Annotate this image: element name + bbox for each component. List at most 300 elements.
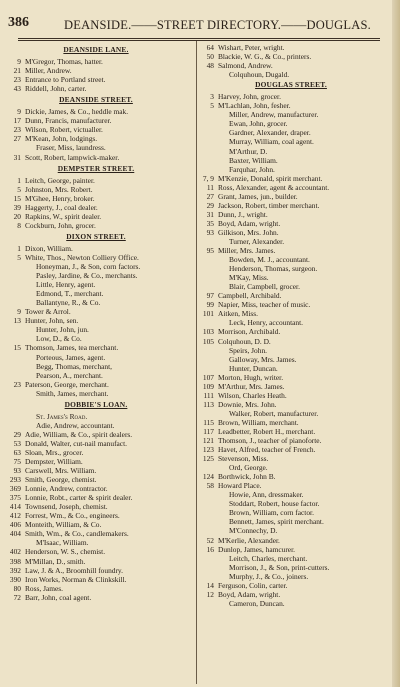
house-number: 5 (17, 252, 21, 262)
resident-name: Baxter, William. (229, 155, 278, 165)
resident-name: Stoddart, Robert, house factor. (229, 499, 320, 509)
house-number: 124 (202, 472, 214, 482)
house-number: 293 (9, 475, 21, 485)
directory-entry (7, 520, 185, 529)
directory-entry (7, 153, 185, 162)
house-number: 404 (9, 529, 21, 539)
directory-entry (200, 590, 382, 599)
house-number: 23 (13, 75, 21, 85)
directory-entry (200, 183, 382, 192)
resident-name: Leck, Henry, accountant. (229, 318, 304, 328)
directory-entry (200, 128, 382, 137)
directory-entry (200, 70, 382, 79)
directory-entry (200, 300, 382, 309)
right-column (200, 43, 382, 608)
resident-name: Howard Place. (218, 481, 262, 491)
resident-name: Colquhoun, D. D. (218, 336, 271, 346)
resident-name: M'Isaac, William. (36, 538, 89, 548)
resident-name: Speirs, John. (229, 345, 267, 355)
directory-entry (200, 210, 382, 219)
house-number: 39 (13, 202, 21, 212)
directory-entry (7, 439, 185, 448)
directory-entry (7, 75, 185, 84)
house-number: 7, 9 (202, 173, 214, 183)
resident-name: M'Arthur, D. (229, 146, 268, 156)
resident-name: Lonnie, Robt., carter & spirit dealer. (25, 493, 133, 503)
directory-entry (200, 599, 382, 608)
column-divider (196, 41, 197, 684)
resident-name: Riddell, John, carter. (25, 84, 87, 94)
directory-entry (200, 364, 382, 373)
house-number: 5 (210, 101, 214, 111)
directory-entry (7, 262, 185, 271)
house-number: 11 (206, 182, 214, 192)
resident-name: Miller, Andrew, manufacturer. (229, 110, 319, 120)
directory-entry (7, 584, 185, 593)
house-number: 93 (13, 466, 21, 476)
directory-entry (200, 554, 382, 563)
resident-name: Smith, Wm., & Co., candlemakers. (25, 529, 129, 539)
directory-entry (200, 246, 382, 255)
house-number: 16 (206, 544, 214, 554)
resident-name: Dunn, J., wright. (218, 209, 268, 219)
resident-name: Monteith, William, & Co. (25, 520, 102, 530)
resident-name: Entrance to Portland street. (25, 75, 106, 85)
resident-name: M'Ghee, Henry, broker. (25, 193, 95, 203)
resident-name: Dickie, James, & Co., heddle mak. (25, 107, 129, 117)
resident-name: M'Connechy, D. (229, 526, 278, 536)
resident-name: Bennett, James, spirit merchant. (229, 517, 324, 527)
house-number: 43 (13, 84, 21, 94)
directory-entry (200, 572, 382, 581)
resident-name: Leitch, George, painter. (25, 175, 95, 185)
header-rule (18, 38, 380, 39)
directory-entry (7, 334, 185, 343)
directory-entry (200, 165, 382, 174)
resident-name: Howie, Ann, dressmaker. (229, 490, 304, 500)
directory-entry (200, 508, 382, 517)
directory-entry (200, 472, 382, 481)
directory-entry (7, 244, 185, 253)
resident-name: Law, J. & A., Broomhill foundry. (25, 565, 123, 575)
resident-name: Cameron, Duncan. (229, 598, 285, 608)
resident-name: Ross, James. (25, 583, 63, 593)
house-number: 1 (17, 175, 21, 185)
house-number: 15 (13, 193, 21, 203)
resident-name: Harvey, John, grocer. (218, 92, 281, 102)
directory-entry (7, 511, 185, 520)
house-number: 93 (206, 227, 214, 237)
directory-entry (200, 273, 382, 282)
house-number: 115 (203, 417, 214, 427)
resident-name: Pasley, Jardine, & Co., merchants. (36, 271, 138, 281)
directory-entry (200, 282, 382, 291)
resident-name: Cockburn, John, grocer. (25, 220, 96, 230)
directory-entry (7, 566, 185, 575)
resident-name: Paterson, George, merchant. (25, 379, 109, 389)
resident-name: Wilson, Charles Heath. (218, 390, 287, 400)
resident-name: Hunter, Duncan. (229, 363, 278, 373)
house-number: 27 (13, 134, 21, 144)
directory-entry (200, 264, 382, 273)
house-number: 390 (9, 574, 21, 584)
resident-name: Boyd, Adam, wright. (218, 589, 281, 599)
directory-entry (200, 436, 382, 445)
house-number: 12 (206, 589, 214, 599)
house-number: 392 (9, 565, 21, 575)
resident-name: Dixon, William. (25, 243, 73, 253)
house-number: 52 (206, 535, 214, 545)
directory-entry (7, 529, 185, 538)
house-number: 50 (206, 52, 214, 62)
house-number: 103 (202, 327, 214, 337)
house-number: 63 (13, 447, 21, 457)
house-number: 23 (13, 379, 21, 389)
directory-entry (200, 192, 382, 201)
directory-entry (200, 536, 382, 545)
resident-name: Haggerty, J., coal dealer. (25, 202, 98, 212)
running-title: DEANSIDE.——STREET DIRECTORY.——DOUGLAS. (64, 18, 371, 32)
directory-entry (200, 346, 382, 355)
directory-entry (200, 391, 382, 400)
house-number: 105 (202, 336, 214, 346)
resident-name: Iron Works, Norman & Clinkskill. (25, 574, 127, 584)
resident-name: Thomson, J., teacher of pianoforte. (218, 436, 322, 446)
resident-name: Sloan, Mrs., grocer. (25, 447, 84, 457)
street-heading: DOUGLAS STREET. (255, 80, 327, 90)
resident-name: Henderson, Thomas, surgeon. (229, 264, 318, 274)
resident-name: Walker, Robert, manufacturer. (229, 408, 319, 418)
directory-entry (200, 318, 382, 327)
house-number: 9 (17, 57, 21, 67)
house-number: 8 (17, 220, 21, 230)
resident-name: Miller, Mrs. James. (218, 246, 276, 256)
resident-name: Scott, Robert, lampwick-maker. (25, 152, 120, 162)
directory-entry (200, 463, 382, 472)
directory-entry (7, 57, 185, 66)
directory-entry (7, 143, 185, 152)
resident-name: Adie, William, & Co., spirit dealers. (25, 429, 133, 439)
directory-entry (200, 400, 382, 409)
directory-entry (7, 593, 185, 602)
house-number: 9 (17, 107, 21, 117)
directory-entry (7, 271, 185, 280)
house-number: 29 (206, 200, 214, 210)
house-number: 117 (203, 426, 214, 436)
directory-entry (200, 581, 382, 590)
resident-name: M'Millan, D., smith. (25, 556, 86, 566)
resident-name: Thomson, James, tea merchant. (25, 343, 119, 353)
street-heading: DEANSIDE STREET. (59, 95, 133, 105)
house-number: 75 (13, 457, 21, 467)
resident-name: Low, D., & Co. (36, 334, 82, 344)
resident-name: Edmond, T., merchant. (36, 289, 104, 299)
resident-name: Henderson, W. S., chemist. (25, 547, 106, 557)
house-number: 369 (9, 484, 21, 494)
directory-entry (7, 343, 185, 352)
directory-entry (7, 538, 185, 547)
resident-name: Honeyman, J., & Son, corn factors. (36, 262, 141, 272)
resident-name: Townsend, Joseph, chemist. (25, 502, 108, 512)
directory-entry (200, 382, 382, 391)
resident-name: Brown, William, corn factor. (229, 508, 314, 518)
directory-entry (200, 499, 382, 508)
resident-name: Murray, William, coal agent. (229, 137, 314, 147)
resident-name: Adie, Andrew, accountant. (36, 420, 115, 430)
resident-name: Tower & Arrol. (25, 307, 71, 317)
page-binding-edge (392, 0, 400, 687)
directory-entry (200, 327, 382, 336)
resident-name: Ewan, John, grocer. (229, 119, 288, 129)
directory-entry (7, 457, 185, 466)
directory-entry (7, 430, 185, 439)
resident-name: Carswell, Mrs. William. (25, 466, 97, 476)
resident-name: Brown, William, merchant. (218, 417, 299, 427)
directory-entry (200, 119, 382, 128)
directory-entry (200, 110, 382, 119)
house-number: 402 (9, 547, 21, 557)
house-number: 375 (9, 493, 21, 503)
directory-entry (7, 547, 185, 556)
directory-entry (200, 201, 382, 210)
resident-name: Hunter, John, sen. (25, 316, 79, 326)
house-number: 125 (202, 454, 214, 464)
resident-name: St. James's Road. (36, 411, 88, 421)
resident-name: M'Gregor, Thomas, hatter. (25, 57, 103, 67)
resident-name: Leitch, Charles, merchant. (229, 553, 308, 563)
header-rule-double (18, 40, 380, 41)
street-heading: DIXON STREET. (66, 231, 126, 241)
house-number: 5 (17, 184, 21, 194)
resident-name: Lonnie, Andrew, contractor. (25, 484, 108, 494)
house-number: 3 (210, 92, 214, 102)
resident-name: Boyd, Adam, wright. (218, 218, 281, 228)
directory-entry (7, 502, 185, 511)
directory-entry (200, 517, 382, 526)
resident-name: Campbell, Archibald. (218, 291, 282, 301)
resident-name: Miller, Andrew. (25, 66, 72, 76)
directory-entry (7, 448, 185, 457)
resident-name: Forrest, Wm., & Co., engineers. (25, 511, 120, 521)
resident-name: M'Lachlan, John, fesher. (218, 101, 291, 111)
directory-entry (7, 371, 185, 380)
directory-entry (7, 203, 185, 212)
resident-name: Grant, James, jun., builder. (218, 191, 298, 201)
resident-name: Blackie, W. G., & Co., printers. (218, 52, 312, 62)
directory-entry (7, 421, 185, 430)
house-number: 31 (13, 152, 21, 162)
directory-entry (7, 66, 185, 75)
house-number: 95 (206, 246, 214, 256)
directory-entry (200, 291, 382, 300)
house-number: 23 (13, 125, 21, 135)
resident-name: M'Kenzie, Donald, spirit merchant. (218, 173, 323, 183)
directory-entry (200, 237, 382, 246)
resident-name: Leadbetter, Robert H., merchant. (218, 426, 316, 436)
directory-entry (7, 194, 185, 203)
resident-name: Gardner, Alexander, draper. (229, 128, 311, 138)
house-number: 99 (206, 300, 214, 310)
house-number: 13 (13, 316, 21, 326)
resident-name: Hunter, John, jun. (36, 325, 89, 335)
resident-name: Borthwick, John B. (218, 472, 276, 482)
directory-entry (7, 362, 185, 371)
resident-name: White, Thos., Newton Colliery Office. (25, 252, 139, 262)
directory-entry (200, 563, 382, 572)
resident-name: Fraser, Miss, laundress. (36, 143, 106, 153)
directory-entry (7, 176, 185, 185)
house-number: 414 (9, 502, 21, 512)
directory-entry (200, 490, 382, 499)
directory-entry (7, 107, 185, 116)
house-number: 27 (206, 191, 214, 201)
resident-name: Porteous, James, agent. (36, 352, 106, 362)
directory-entry (200, 454, 382, 463)
directory-entry (200, 52, 382, 61)
house-number: 398 (9, 556, 21, 566)
directory-entry (7, 475, 185, 484)
house-number: 72 (13, 592, 21, 602)
house-number: 123 (202, 445, 214, 455)
house-number: 53 (13, 438, 21, 448)
house-number: 64 (206, 43, 214, 52)
street-heading: DOBBIE'S LOAN. (64, 399, 128, 409)
resident-name: Dunlop, James, hamcurer. (218, 544, 295, 554)
house-number: 101 (202, 309, 214, 319)
house-number: 109 (202, 381, 214, 391)
resident-name: Pearson, A., merchant. (36, 370, 103, 380)
house-number: 48 (206, 61, 214, 71)
resident-name: Stevenson, Miss. (218, 454, 269, 464)
directory-entry (200, 309, 382, 318)
resident-name: Ballantyne, R., & Co. (36, 298, 101, 308)
directory-entry (7, 353, 185, 362)
house-number: 58 (206, 481, 214, 491)
left-column (7, 43, 185, 602)
directory-entry (200, 219, 382, 228)
directory-entry (200, 147, 382, 156)
resident-name: Turner, Alexander. (229, 236, 285, 246)
directory-entry (7, 84, 185, 93)
house-number: 107 (202, 372, 214, 382)
resident-name: Farquhar, John. (229, 164, 275, 174)
directory-entry (7, 412, 185, 421)
resident-name: Ross, Alexander, agent & accountant. (218, 182, 330, 192)
resident-name: Gilkison, Mrs. John. (218, 227, 279, 237)
directory-entry (200, 43, 382, 52)
house-number: 9 (17, 307, 21, 317)
resident-name: Rapkins, W., spirit dealer. (25, 211, 102, 221)
resident-name: Begg, Thomas, merchant, (36, 361, 113, 371)
directory-entry (200, 174, 382, 183)
directory-entry (200, 101, 382, 110)
resident-name: Downie, Mrs. John. (218, 399, 277, 409)
directory-entry (7, 221, 185, 230)
resident-name: Morrison, Archibald. (218, 327, 281, 337)
house-number: 15 (13, 343, 21, 353)
directory-entry (200, 427, 382, 436)
directory-entry (200, 373, 382, 382)
resident-name: Smith, George, chemist. (25, 475, 97, 485)
directory-entry (7, 316, 185, 325)
directory-entry (200, 255, 382, 264)
directory-entry (7, 389, 185, 398)
resident-name: Ferguson, Colin, carter. (218, 580, 288, 590)
directory-entry (7, 325, 185, 334)
resident-name: Salmond, Andrew. (218, 61, 273, 71)
house-number: 113 (203, 399, 214, 409)
resident-name: Aitken, Miss. (218, 309, 259, 319)
resident-name: M'Arthur, Mrs. James. (218, 381, 285, 391)
resident-name: Blair, Campbell, grocer. (229, 282, 300, 292)
directory-entry (200, 156, 382, 165)
directory-entry (200, 445, 382, 454)
resident-name: Wishart, Peter, wright. (218, 43, 285, 52)
directory-entry (7, 116, 185, 125)
directory-entry (200, 137, 382, 146)
resident-name: Morrison, J., & Son, print-cutters. (229, 562, 330, 572)
directory-entry (7, 575, 185, 584)
house-number: 31 (206, 209, 214, 219)
directory-entry (7, 307, 185, 316)
directory-entry (7, 185, 185, 194)
directory-entry (200, 481, 382, 490)
resident-name: M'Kay, Miss. (229, 273, 269, 283)
directory-entry (7, 298, 185, 307)
resident-name: Napier, Miss, teacher of music. (218, 300, 311, 310)
directory-entry (7, 493, 185, 502)
house-number: 14 (206, 580, 214, 590)
resident-name: Barr, John, coal agent. (25, 592, 92, 602)
directory-entry (7, 557, 185, 566)
resident-name: M'Kerlie, Alexander. (218, 535, 280, 545)
directory-entry (7, 289, 185, 298)
directory-entry (7, 212, 185, 221)
resident-name: Dempster, William. (25, 457, 83, 467)
house-number: 35 (206, 218, 214, 228)
directory-entry (200, 409, 382, 418)
directory-entry (200, 526, 382, 535)
directory-entry (7, 466, 185, 475)
directory-entry (7, 125, 185, 134)
page-header (8, 15, 384, 32)
directory-entry (200, 418, 382, 427)
street-heading: DEMPSTER STREET. (57, 163, 135, 173)
house-number: 406 (9, 520, 21, 530)
resident-name: Bowden, M. J., accountant. (229, 255, 310, 265)
directory-entry (7, 280, 185, 289)
house-number: 17 (13, 116, 21, 126)
resident-name: Little, Henry, agent. (36, 280, 96, 290)
resident-name: Jackson, Robert, timber merchant. (218, 200, 320, 210)
resident-name: Johnston, Mrs. Robert. (25, 184, 93, 194)
directory-entry (200, 92, 382, 101)
directory-entry (200, 545, 382, 554)
house-number: 80 (13, 583, 21, 593)
page-number: 386 (8, 15, 29, 30)
directory-entry (200, 337, 382, 346)
house-number: 20 (13, 211, 21, 221)
resident-name: Smith, James, merchant. (36, 388, 109, 398)
house-number: 1 (17, 243, 21, 253)
resident-name: Havet, Alfred, teacher of French. (218, 445, 316, 455)
resident-name: Morton, Hugh, writer. (218, 372, 284, 382)
house-number: 111 (203, 390, 214, 400)
resident-name: Donald, Walter, cut-nail manufact. (25, 438, 127, 448)
resident-name: Galloway, Mrs. James. (229, 354, 297, 364)
directory-entry (200, 355, 382, 364)
resident-name: Ord, George. (229, 463, 268, 473)
